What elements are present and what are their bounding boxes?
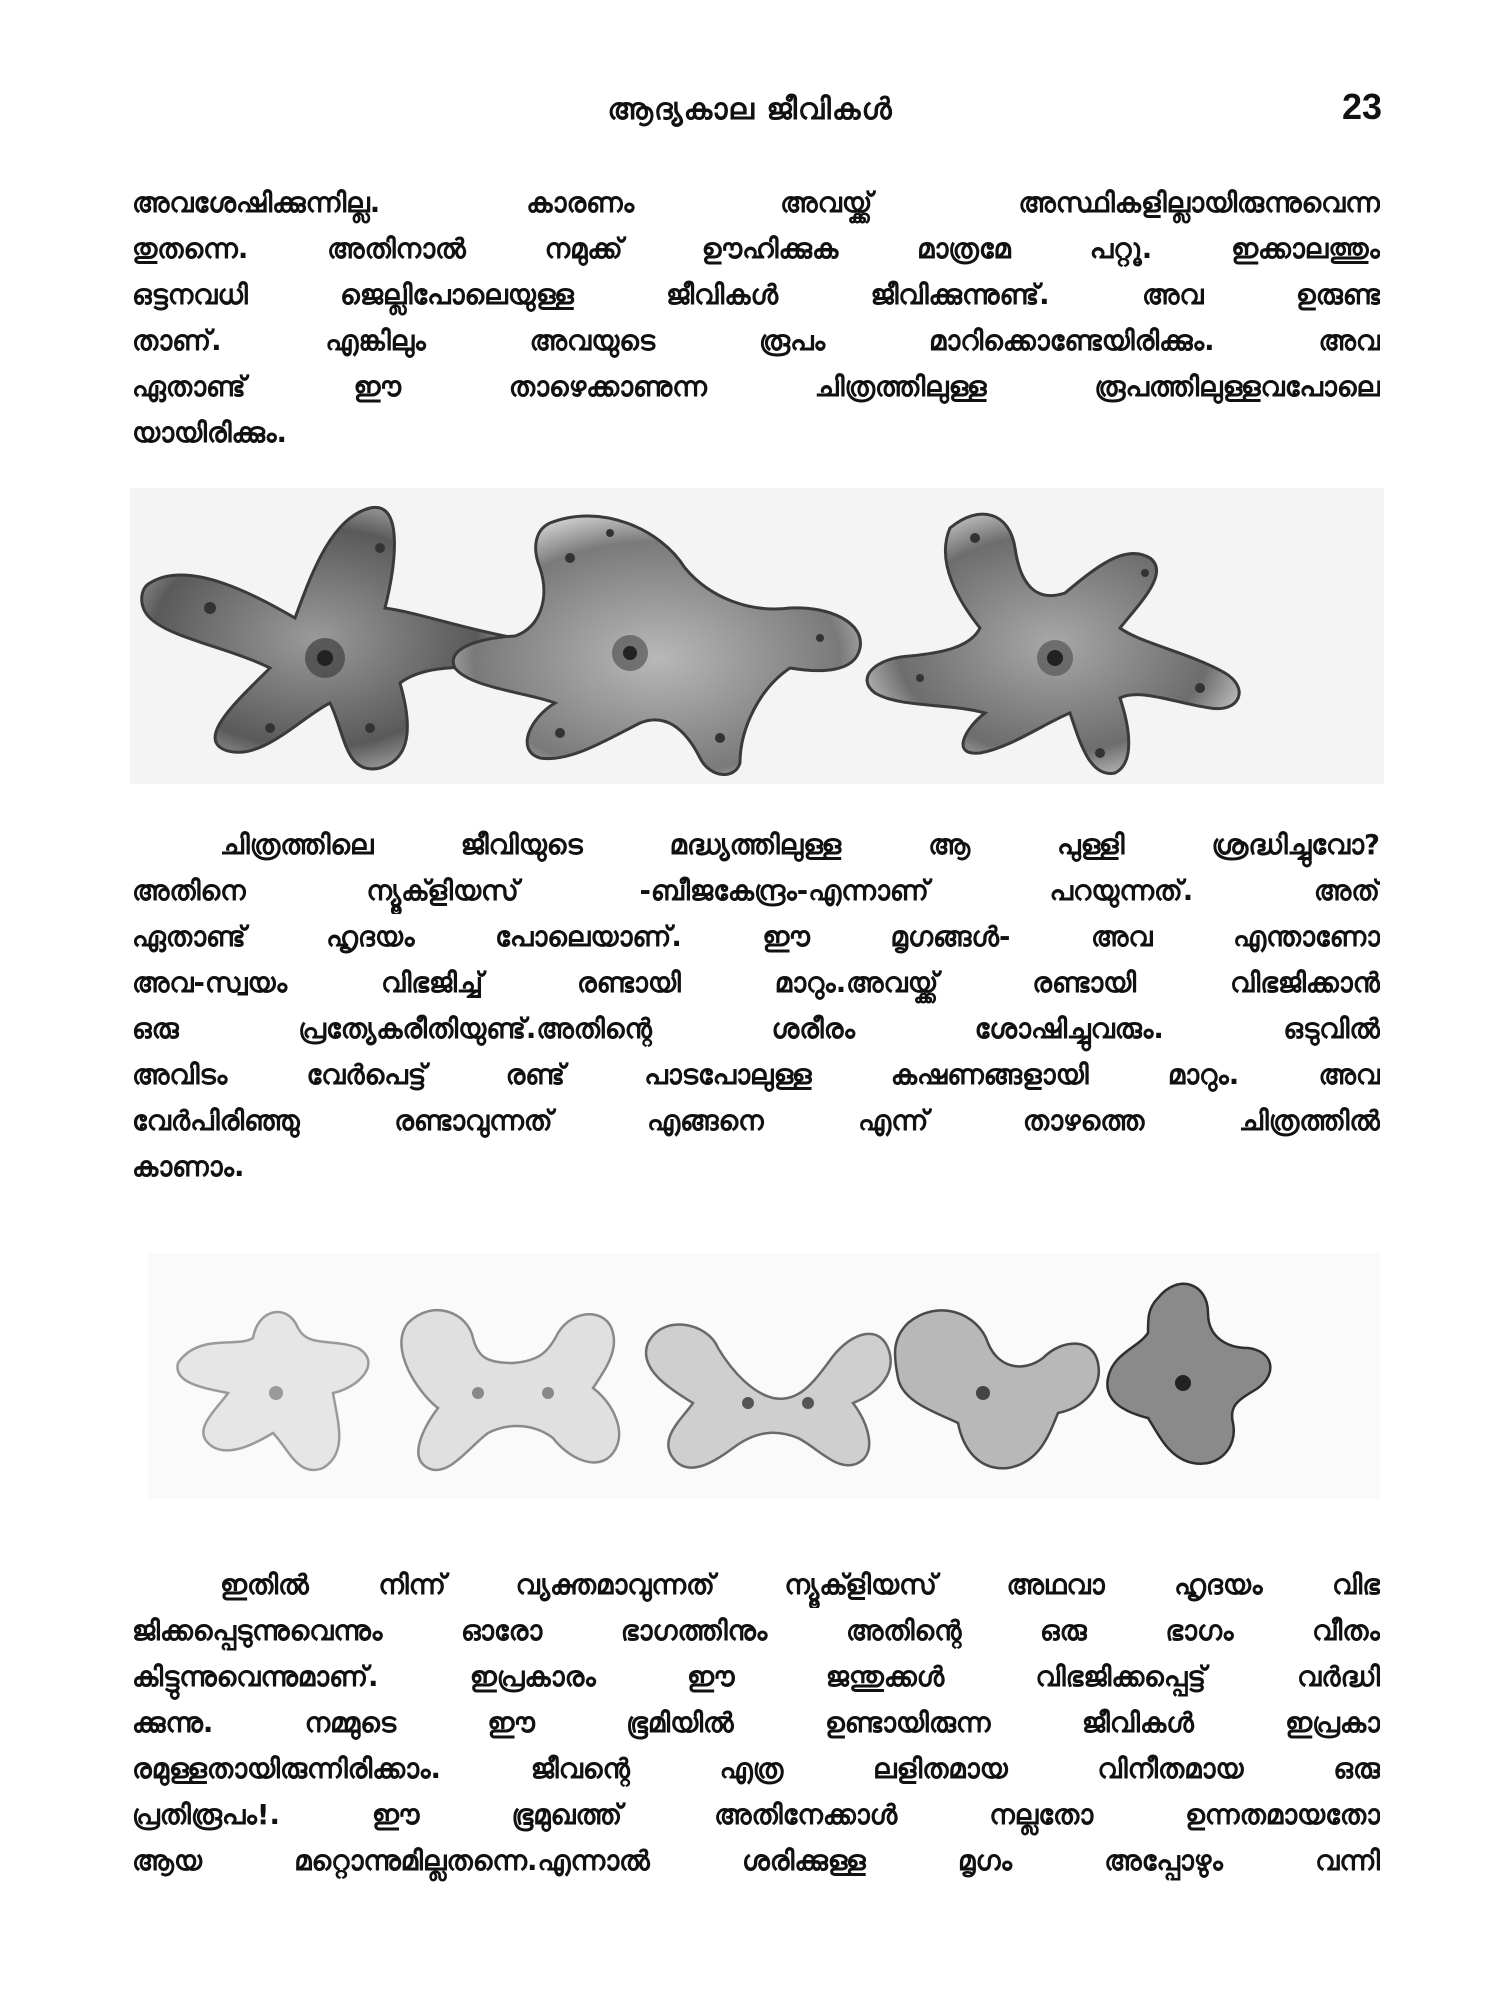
division-stage-3 <box>646 1324 891 1467</box>
text-line: ക്കുന്നു. നമ്മുടെ ഈ ഭൂമിയിൽ ഉണ്ടായിരുന്ന ജീവികൾ ഇപ്രകാ <box>132 1707 1380 1739</box>
division-drawing <box>148 1253 1380 1499</box>
text-line: ഇതിൽ നിന്ന് വ്യക്തമാവുന്നത് ന്യൂക്ളിയസ് അഥവാ ഹൃദയം വിഭ <box>220 1569 1380 1601</box>
amoeba-drawing <box>130 488 1384 784</box>
text-line: ജിക്കപ്പെടുന്നുവെന്നും ഓരോ ഭാഗത്തിനും അതിന്റെ ഒരു ഭാഗം വീതം <box>132 1615 1380 1647</box>
text-line: കിട്ടുന്നുവെന്നുമാണ്. ഇപ്രകാരം ഈ ജന്തുക്കൾ വിഭജിക്കപ്പെട്ട് വർദ്ധി <box>132 1661 1380 1693</box>
text-line: ഒട്ടനവധി ജെല്ലിപോലെയുള്ള ജീവികൾ ജീവിക്കുന്നുണ്ട്. അവ ഉരുണ്ട <box>132 279 1380 311</box>
division-stage-5 <box>1107 1284 1270 1464</box>
text-line: ആയ മറ്റൊന്നുമില്ലതന്നെ.എന്നാൽ ശരിക്കുള്ള മൃഗം അപ്പോഴും വന്നി <box>132 1845 1380 1877</box>
text-line: താണ്. എങ്കിലും അവയുടെ രൂപം മാറിക്കൊണ്ടേയിരിക്കും. അവ <box>132 325 1380 357</box>
amoeba-division-illustration <box>148 1253 1380 1499</box>
text-line: അവിടം വേർപെട്ട് രണ്ട് പാടപോലുള്ള കഷണങ്ങളായി മാറും. അവ <box>132 1059 1380 1091</box>
text-line: തുതന്നെ. അതിനാൽ നമുക്ക് ഊഹിക്കുക മാത്രമേ പറ്റൂ. ഇക്കാലത്തും <box>132 233 1380 265</box>
text-line: ഏതാണ്ട് ഈ താഴെക്കാണുന്ന ചിത്രത്തിലുള്ള രൂപത്തിലുള്ളവപോലെ <box>132 371 1380 403</box>
text-line: കാണാം. <box>132 1151 245 1183</box>
text-line: ഏതാണ്ട് ഹൃദയം പോലെയാണ്. ഈ മൃഗങ്ങൾ- അവ എന്താണോ <box>132 921 1380 953</box>
running-title: ആദ്യകാല ജീവികൾ <box>607 92 893 127</box>
division-stage-4 <box>895 1310 1099 1468</box>
amoeba-illustration <box>130 488 1384 784</box>
text-line: രമുള്ളതായിരുന്നിരിക്കാം. ജീവന്റെ എത്ര ലളിതമായ വിനീതമായ ഒരു <box>132 1753 1380 1785</box>
text-line: അതിനെ ന്യൂക്ളിയസ് -ബീജകേന്ദ്രം-എന്നാണ് പറയുന്നത്. അത് <box>132 875 1380 907</box>
paragraph-3 <box>132 1562 1380 1884</box>
paragraph-1 <box>132 180 1380 456</box>
text-line: പ്രതിരൂപം!. ഈ ഭൂമുഖത്ത് അതിനേക്കാൾ നല്ലതോ ഉന്നതമായതോ <box>132 1799 1380 1831</box>
amoeba-shape-2 <box>453 516 860 775</box>
division-stage-2 <box>401 1310 619 1470</box>
text-line: അവ-സ്വയം വിഭജിച്ച് രണ്ടായി മാറും.അവയ്ക്ക് രണ്ടായി വിഭജിക്കാൻ <box>132 967 1380 999</box>
paragraph-2 <box>132 822 1380 1190</box>
text-line: ചിത്രത്തിലെ ജീവിയുടെ മദ്ധ്യത്തിലുള്ള ആ പുള്ളി ശ്രദ്ധിച്ചുവോ? <box>220 829 1380 861</box>
text-line: വേർപിരിഞ്ഞു രണ്ടാവുന്നത് എങ്ങനെ എന്ന് താഴത്തെ ചിത്രത്തിൽ <box>132 1105 1380 1137</box>
text-line: യായിരിക്കും. <box>132 417 287 449</box>
amoeba-shape-1 <box>142 507 525 769</box>
page-number: 23 <box>1341 86 1382 127</box>
text-line: അവശേഷിക്കുന്നില്ല. കാരണം അവയ്ക്ക് അസ്ഥികളില്ലായിരുന്നുവെന്ന <box>132 187 1380 219</box>
text-line: ഒരു പ്രത്യേകരീതിയുണ്ട്.അതിന്റെ ശരീരം ശോഷിച്ചുവരും. ഒടുവിൽ <box>132 1013 1380 1045</box>
